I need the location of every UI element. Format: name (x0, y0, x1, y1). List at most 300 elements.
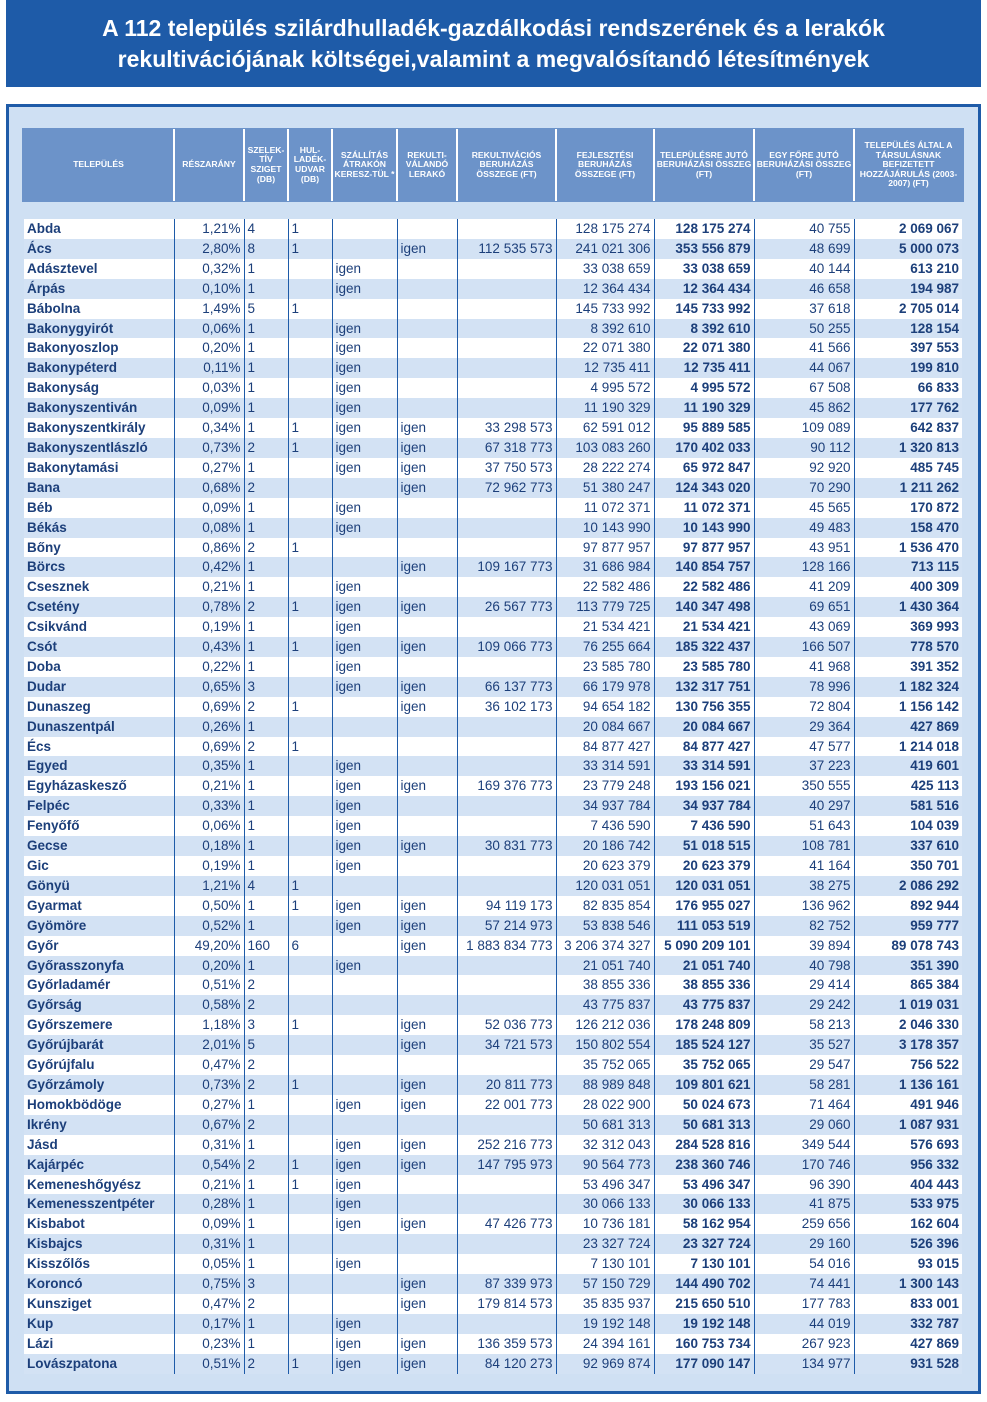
cell-egy-fore: 46 658 (754, 279, 854, 299)
cell-hozzajarulas: 576 693 (854, 1135, 962, 1155)
cell-szallitas (332, 697, 397, 717)
cell-fejlesztesi: 20 623 379 (556, 856, 654, 876)
cell-rekultivacios: 147 795 973 (457, 1155, 556, 1175)
cell-telepules: Ács (24, 239, 174, 259)
cell-szelektiv: 1 (244, 856, 288, 876)
cell-reszarany: 0,54% (174, 1155, 244, 1175)
cell-fejlesztesi: 35 752 065 (556, 1055, 654, 1075)
cell-hozzajarulas: 778 570 (854, 637, 962, 657)
cell-szelektiv: 5 (244, 299, 288, 319)
cell-fejlesztesi: 241 021 306 (556, 239, 654, 259)
cell-fejlesztesi: 150 802 554 (556, 1035, 654, 1055)
cell-egy-fore: 54 016 (754, 1254, 854, 1274)
cell-telepulesre: 95 889 585 (654, 418, 754, 438)
cell-reszarany: 1,18% (174, 1015, 244, 1035)
cell-hozzajarulas: 865 384 (854, 975, 962, 995)
data-table (24, 219, 962, 1374)
cell-fejlesztesi: 20 186 742 (556, 836, 654, 856)
cell-reszarany: 0,23% (174, 1334, 244, 1354)
cell-fejlesztesi: 50 681 313 (556, 1115, 654, 1135)
cell-rekultivacios (457, 1055, 556, 1075)
table-row (24, 876, 962, 896)
cell-fejlesztesi: 51 380 247 (556, 478, 654, 498)
cell-fejlesztesi: 12 364 434 (556, 279, 654, 299)
cell-hulladekudvar (288, 458, 332, 478)
cell-szelektiv: 1 (244, 358, 288, 378)
cell-hozzajarulas: 1 214 018 (854, 737, 962, 757)
cell-szallitas (332, 1015, 397, 1035)
cell-reszarany: 0,27% (174, 1095, 244, 1115)
cell-szelektiv: 1 (244, 338, 288, 358)
cell-szelektiv: 1 (244, 916, 288, 936)
cell-szelektiv: 2 (244, 1294, 288, 1314)
cell-szallitas (332, 876, 397, 896)
cell-telepulesre: 8 392 610 (654, 319, 754, 339)
table-row (24, 677, 962, 697)
cell-rekultivalando: igen (397, 637, 457, 657)
cell-egy-fore: 82 752 (754, 916, 854, 936)
cell-hulladekudvar (288, 956, 332, 976)
cell-szelektiv: 3 (244, 1274, 288, 1294)
cell-rekultivalando: igen (397, 916, 457, 936)
table-row (24, 1194, 962, 1214)
cell-rekultivacios (457, 358, 556, 378)
cell-rekultivalando: igen (397, 1274, 457, 1294)
cell-szallitas (332, 478, 397, 498)
cell-reszarany: 0,21% (174, 1175, 244, 1195)
cell-telepules: Béb (24, 498, 174, 518)
cell-fejlesztesi: 28 022 900 (556, 1095, 654, 1115)
cell-szallitas: igen (332, 956, 397, 976)
table-row (24, 657, 962, 677)
cell-egy-fore: 45 862 (754, 398, 854, 418)
table-row (24, 617, 962, 637)
table-row (24, 577, 962, 597)
cell-reszarany: 0,73% (174, 1075, 244, 1095)
cell-telepulesre: 10 143 990 (654, 518, 754, 538)
table-row (24, 856, 962, 876)
cell-reszarany: 0,27% (174, 458, 244, 478)
cell-reszarany: 0,09% (174, 398, 244, 418)
cell-hulladekudvar (288, 358, 332, 378)
cell-telepulesre: 50 024 673 (654, 1095, 754, 1115)
cell-telepules: Gic (24, 856, 174, 876)
cell-reszarany: 0,32% (174, 259, 244, 279)
cell-rekultivacios: 52 036 773 (457, 1015, 556, 1035)
cell-hulladekudvar (288, 1194, 332, 1214)
cell-fejlesztesi: 7 436 590 (556, 816, 654, 836)
cell-szelektiv: 1 (244, 319, 288, 339)
cell-rekultivalando: igen (397, 1214, 457, 1234)
cell-fejlesztesi: 34 937 784 (556, 796, 654, 816)
cell-rekultivacios: 20 811 773 (457, 1075, 556, 1095)
cell-hulladekudvar: 1 (288, 697, 332, 717)
cell-telepules: Écs (24, 737, 174, 757)
cell-reszarany: 0,08% (174, 518, 244, 538)
cell-hulladekudvar (288, 338, 332, 358)
table-row (24, 776, 962, 796)
cell-egy-fore: 70 290 (754, 478, 854, 498)
cell-szallitas: igen (332, 1354, 397, 1374)
cell-fejlesztesi: 11 190 329 (556, 398, 654, 418)
cell-telepules: Bakonyság (24, 378, 174, 398)
cell-hozzajarulas: 199 810 (854, 358, 962, 378)
cell-telepulesre: 132 317 751 (654, 677, 754, 697)
cell-hulladekudvar (288, 259, 332, 279)
cell-szelektiv: 1 (244, 796, 288, 816)
cell-telepulesre: 12 735 411 (654, 358, 754, 378)
cell-szelektiv: 1 (244, 717, 288, 737)
title-line-1: A 112 település szilárdhulladék-gazdálkodási rendszerének és a lerakók (102, 15, 885, 41)
cell-szelektiv: 1 (244, 498, 288, 518)
cell-rekultivalando: igen (397, 836, 457, 856)
cell-hulladekudvar: 1 (288, 876, 332, 896)
cell-szallitas (332, 1075, 397, 1095)
cell-telepulesre: 185 322 437 (654, 637, 754, 657)
cell-egy-fore: 29 364 (754, 717, 854, 737)
cell-egy-fore: 44 019 (754, 1314, 854, 1334)
cell-rekultivacios (457, 756, 556, 776)
cell-hozzajarulas: 756 522 (854, 1055, 962, 1075)
cell-hozzajarulas: 128 154 (854, 319, 962, 339)
cell-hulladekudvar (288, 995, 332, 1015)
title-line-2: rekultivációjának költségei,valamint a megvalósítandó létesítmények (117, 46, 870, 72)
cell-telepules: Győrszemere (24, 1015, 174, 1035)
cell-egy-fore: 41 875 (754, 1194, 854, 1214)
cell-egy-fore: 74 441 (754, 1274, 854, 1294)
cell-telepulesre: 35 752 065 (654, 1055, 754, 1075)
cell-telepules: Dudar (24, 677, 174, 697)
cell-egy-fore: 267 923 (754, 1334, 854, 1354)
cell-szelektiv: 2 (244, 1354, 288, 1374)
cell-hozzajarulas: 419 601 (854, 756, 962, 776)
cell-reszarany: 0,51% (174, 1354, 244, 1374)
cell-rekultivacios (457, 538, 556, 558)
cell-hozzajarulas: 613 210 (854, 259, 962, 279)
cell-telepules: Ikrény (24, 1115, 174, 1135)
cell-reszarany: 49,20% (174, 936, 244, 956)
cell-telepulesre: 51 018 515 (654, 836, 754, 856)
cell-reszarany: 0,10% (174, 279, 244, 299)
cell-egy-fore: 45 565 (754, 498, 854, 518)
cell-szallitas: igen (332, 1194, 397, 1214)
cell-rekultivacios (457, 378, 556, 398)
cell-rekultivalando (397, 299, 457, 319)
cell-hozzajarulas: 1 430 364 (854, 597, 962, 617)
cell-reszarany: 0,05% (174, 1254, 244, 1274)
cell-fejlesztesi: 62 591 012 (556, 418, 654, 438)
cell-hulladekudvar (288, 756, 332, 776)
cell-hulladekudvar: 1 (288, 1075, 332, 1095)
table-row (24, 1015, 962, 1035)
cell-fejlesztesi: 10 143 990 (556, 518, 654, 538)
cell-hulladekudvar: 1 (288, 637, 332, 657)
cell-telepulesre: 4 995 572 (654, 378, 754, 398)
cell-egy-fore: 40 755 (754, 219, 854, 239)
cell-reszarany: 0,28% (174, 1194, 244, 1214)
cell-szallitas: igen (332, 1135, 397, 1155)
cell-reszarany: 0,11% (174, 358, 244, 378)
cell-egy-fore: 170 746 (754, 1155, 854, 1175)
table-row (24, 1095, 962, 1115)
table-row (24, 836, 962, 856)
cell-telepules: Bakonyszentlászló (24, 438, 174, 458)
cell-szallitas (332, 1115, 397, 1135)
cell-telepulesre: 97 877 957 (654, 538, 754, 558)
cell-reszarany: 0,50% (174, 896, 244, 916)
cell-szelektiv: 1 (244, 557, 288, 577)
cell-hulladekudvar (288, 856, 332, 876)
cell-hulladekudvar (288, 1214, 332, 1234)
cell-rekultivacios (457, 657, 556, 677)
cell-hulladekudvar (288, 1035, 332, 1055)
cell-telepules: Kisszőlős (24, 1254, 174, 1274)
cell-rekultivalando (397, 796, 457, 816)
cell-szallitas (332, 995, 397, 1015)
cell-telepulesre: 353 556 879 (654, 239, 754, 259)
cell-reszarany: 0,43% (174, 637, 244, 657)
col-header-rekultivacios: REKULTIVÁCIÓS BERUHÁZÁS ÖSSZEGE (FT) (457, 129, 556, 201)
cell-egy-fore: 29 242 (754, 995, 854, 1015)
cell-hozzajarulas: 2 705 014 (854, 299, 962, 319)
cell-hulladekudvar (288, 776, 332, 796)
cell-fejlesztesi: 128 175 274 (556, 219, 654, 239)
cell-szallitas: igen (332, 916, 397, 936)
cell-rekultivacios (457, 498, 556, 518)
cell-rekultivacios (457, 876, 556, 896)
cell-reszarany: 0,06% (174, 319, 244, 339)
cell-egy-fore: 39 894 (754, 936, 854, 956)
cell-rekultivalando (397, 518, 457, 538)
cell-egy-fore: 38 275 (754, 876, 854, 896)
cell-telepules: Adásztevel (24, 259, 174, 279)
cell-szallitas (332, 219, 397, 239)
cell-szallitas: igen (332, 637, 397, 657)
cell-fejlesztesi: 90 564 773 (556, 1155, 654, 1175)
cell-telepulesre: 53 496 347 (654, 1175, 754, 1195)
cell-reszarany: 0,06% (174, 816, 244, 836)
cell-hozzajarulas: 194 987 (854, 279, 962, 299)
cell-telepulesre: 215 650 510 (654, 1294, 754, 1314)
cell-rekultivacios (457, 518, 556, 538)
table-row (24, 1155, 962, 1175)
cell-szallitas: igen (332, 259, 397, 279)
cell-szelektiv: 1 (244, 1095, 288, 1115)
cell-szallitas (332, 936, 397, 956)
cell-szelektiv: 1 (244, 1135, 288, 1155)
cell-hulladekudvar (288, 975, 332, 995)
cell-rekultivalando (397, 358, 457, 378)
cell-szelektiv: 1 (244, 518, 288, 538)
cell-hozzajarulas: 158 470 (854, 518, 962, 538)
col-header-reszarany: RÉSZARÁNY (174, 129, 244, 201)
cell-rekultivacios: 87 339 973 (457, 1274, 556, 1294)
cell-hulladekudvar: 1 (288, 219, 332, 239)
table-row (24, 975, 962, 995)
cell-hozzajarulas: 1 300 143 (854, 1274, 962, 1294)
cell-fejlesztesi: 103 083 260 (556, 438, 654, 458)
cell-egy-fore: 71 464 (754, 1095, 854, 1115)
cell-rekultivacios: 66 137 773 (457, 677, 556, 697)
cell-hozzajarulas: 162 604 (854, 1214, 962, 1234)
cell-fejlesztesi: 10 736 181 (556, 1214, 654, 1234)
table-row (24, 1035, 962, 1055)
cell-rekultivalando: igen (397, 1334, 457, 1354)
cell-fejlesztesi: 4 995 572 (556, 378, 654, 398)
cell-rekultivalando (397, 975, 457, 995)
cell-fejlesztesi: 94 654 182 (556, 697, 654, 717)
cell-telepules: Győrújbarát (24, 1035, 174, 1055)
cell-rekultivacios (457, 956, 556, 976)
cell-telepules: Egyházaskesző (24, 776, 174, 796)
cell-hozzajarulas: 427 869 (854, 1334, 962, 1354)
cell-telepules: Békás (24, 518, 174, 538)
cell-hulladekudvar (288, 1115, 332, 1135)
cell-szallitas (332, 717, 397, 737)
cell-szelektiv: 3 (244, 677, 288, 697)
cell-telepulesre: 38 855 336 (654, 975, 754, 995)
cell-egy-fore: 349 544 (754, 1135, 854, 1155)
cell-szallitas: igen (332, 518, 397, 538)
cell-telepules: Kemenesszentpéter (24, 1194, 174, 1214)
cell-szallitas: igen (332, 896, 397, 916)
cell-hulladekudvar (288, 398, 332, 418)
col-header-egy-fore: EGY FŐRE JUTÓ BERUHÁZÁSI ÖSSZEG (FT) (754, 129, 854, 201)
cell-hozzajarulas: 369 993 (854, 617, 962, 637)
cell-reszarany: 0,19% (174, 617, 244, 637)
cell-rekultivacios: 47 426 773 (457, 1214, 556, 1234)
cell-hulladekudvar (288, 1314, 332, 1334)
title-banner (6, 0, 981, 87)
cell-telepules: Egyed (24, 756, 174, 776)
cell-telepulesre: 130 756 355 (654, 697, 754, 717)
table-row (24, 338, 962, 358)
cell-szelektiv: 1 (244, 1254, 288, 1274)
cell-rekultivalando (397, 856, 457, 876)
cell-egy-fore: 69 651 (754, 597, 854, 617)
cell-szallitas: igen (332, 438, 397, 458)
cell-szelektiv: 1 (244, 1314, 288, 1334)
table-row (24, 1055, 962, 1075)
cell-fejlesztesi: 84 877 427 (556, 737, 654, 757)
cell-rekultivacios (457, 1175, 556, 1195)
cell-rekultivalando: igen (397, 478, 457, 498)
cell-rekultivacios (457, 1194, 556, 1214)
table-row (24, 219, 962, 239)
cell-szallitas (332, 1294, 397, 1314)
cell-hozzajarulas: 713 115 (854, 557, 962, 577)
cell-telepulesre: 284 528 816 (654, 1135, 754, 1155)
cell-fejlesztesi: 53 838 546 (556, 916, 654, 936)
cell-rekultivalando (397, 1254, 457, 1274)
cell-szelektiv: 2 (244, 1115, 288, 1135)
cell-telepules: Jásd (24, 1135, 174, 1155)
cell-rekultivacios (457, 1314, 556, 1334)
cell-szallitas: igen (332, 418, 397, 438)
cell-reszarany: 0,42% (174, 557, 244, 577)
cell-rekultivalando: igen (397, 677, 457, 697)
cell-szallitas (332, 239, 397, 259)
cell-fejlesztesi: 19 192 148 (556, 1314, 654, 1334)
cell-telepules: Homokbödöge (24, 1095, 174, 1115)
cell-telepulesre: 11 190 329 (654, 398, 754, 418)
cell-telepulesre: 43 775 837 (654, 995, 754, 1015)
cell-telepules: Kajárpéc (24, 1155, 174, 1175)
cell-telepules: Kisbabot (24, 1214, 174, 1234)
cell-fejlesztesi: 23 779 248 (556, 776, 654, 796)
cell-telepulesre: 20 623 379 (654, 856, 754, 876)
cell-rekultivacios: 252 216 773 (457, 1135, 556, 1155)
cell-hulladekudvar (288, 1274, 332, 1294)
cell-rekultivalando: igen (397, 697, 457, 717)
table-row (24, 796, 962, 816)
cell-telepulesre: 7 130 101 (654, 1254, 754, 1274)
cell-szelektiv: 1 (244, 1334, 288, 1354)
cell-egy-fore: 40 297 (754, 796, 854, 816)
cell-szallitas: igen (332, 657, 397, 677)
cell-rekultivalando (397, 1194, 457, 1214)
cell-hulladekudvar (288, 717, 332, 737)
cell-egy-fore: 134 977 (754, 1354, 854, 1374)
cell-egy-fore: 90 112 (754, 438, 854, 458)
cell-reszarany: 0,58% (174, 995, 244, 1015)
cell-rekultivalando (397, 498, 457, 518)
cell-telepules: Csikvánd (24, 617, 174, 637)
cell-egy-fore: 78 996 (754, 677, 854, 697)
cell-szallitas: igen (332, 756, 397, 776)
cell-szallitas (332, 975, 397, 995)
col-header-szallitas: SZÁLLÍTÁS ÁTRAKÓN KERESZ-TÜL * (332, 129, 397, 201)
cell-szallitas: igen (332, 617, 397, 637)
cell-egy-fore: 177 783 (754, 1294, 854, 1314)
cell-reszarany: 0,20% (174, 338, 244, 358)
table-row (24, 936, 962, 956)
cell-telepulesre: 140 854 757 (654, 557, 754, 577)
cell-fejlesztesi: 76 255 664 (556, 637, 654, 657)
cell-hulladekudvar: 1 (288, 597, 332, 617)
cell-telepulesre: 23 585 780 (654, 657, 754, 677)
cell-telepules: Bakonyszentiván (24, 398, 174, 418)
cell-egy-fore: 29 414 (754, 975, 854, 995)
cell-telepulesre: 30 066 133 (654, 1194, 754, 1214)
cell-rekultivacios (457, 856, 556, 876)
cell-rekultivacios: 109 066 773 (457, 637, 556, 657)
cell-rekultivalando: igen (397, 1095, 457, 1115)
cell-szelektiv: 1 (244, 836, 288, 856)
cell-fejlesztesi: 82 835 854 (556, 896, 654, 916)
table-row (24, 358, 962, 378)
cell-telepulesre: 5 090 209 101 (654, 936, 754, 956)
cell-rekultivacios (457, 577, 556, 597)
cell-rekultivalando: igen (397, 418, 457, 438)
cell-fejlesztesi: 22 071 380 (556, 338, 654, 358)
cell-hulladekudvar (288, 378, 332, 398)
cell-telepulesre: 144 490 702 (654, 1274, 754, 1294)
cell-telepules: Gecse (24, 836, 174, 856)
table-row (24, 995, 962, 1015)
cell-telepules: Börcs (24, 557, 174, 577)
cell-telepules: Bőny (24, 538, 174, 558)
cell-hulladekudvar: 1 (288, 418, 332, 438)
cell-hulladekudvar (288, 1095, 332, 1115)
cell-egy-fore: 37 223 (754, 756, 854, 776)
cell-szelektiv: 1 (244, 816, 288, 836)
cell-hozzajarulas: 391 352 (854, 657, 962, 677)
table-row (24, 538, 962, 558)
cell-hulladekudvar (288, 1294, 332, 1314)
cell-hozzajarulas: 337 610 (854, 836, 962, 856)
cell-telepulesre: 7 436 590 (654, 816, 754, 836)
